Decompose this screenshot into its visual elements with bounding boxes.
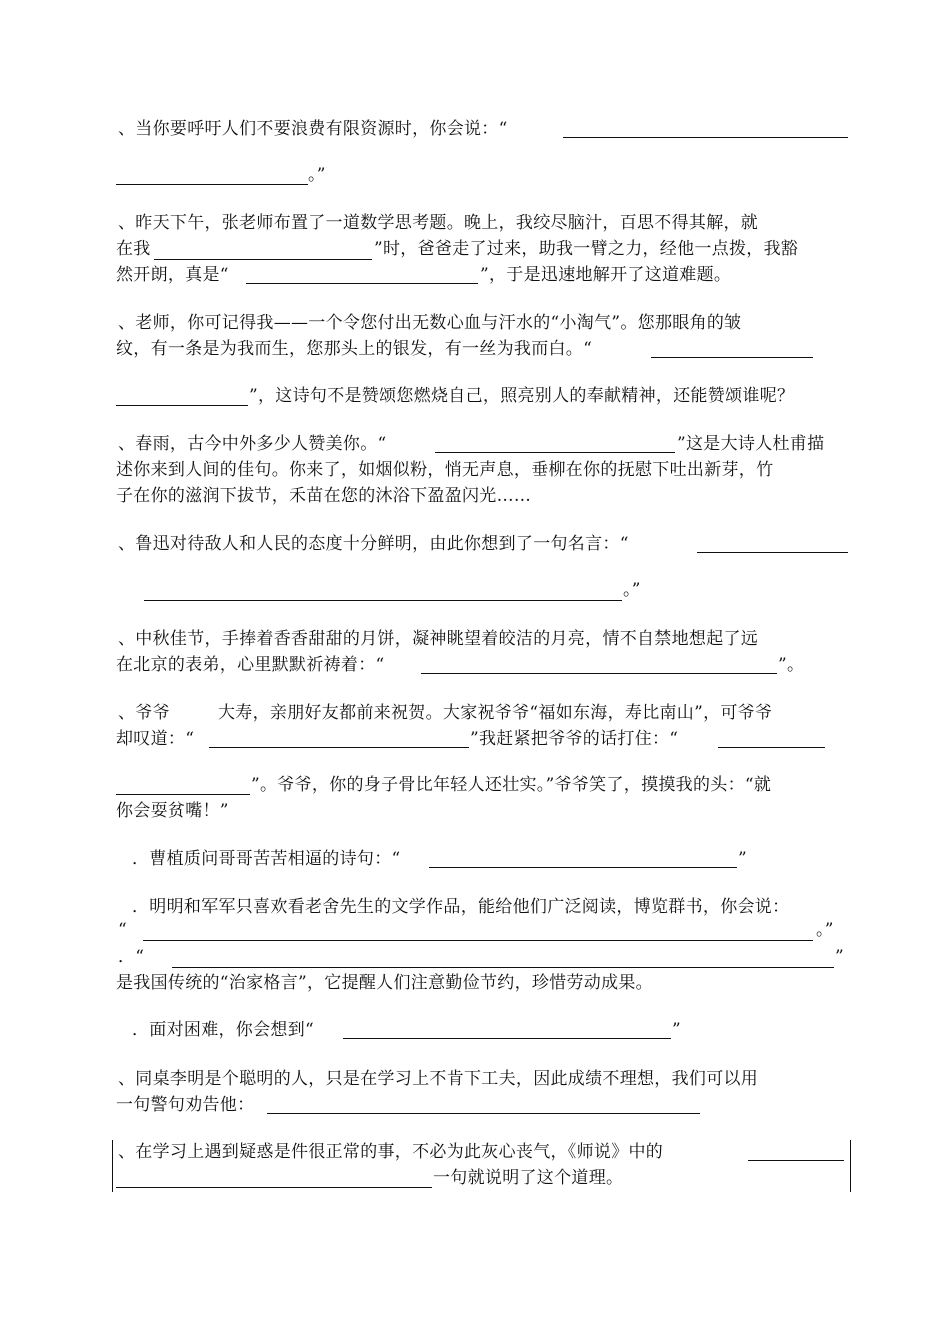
q9-line-2b: 。” [816,920,834,940]
q7-line-4: 你会耍贫嘴！” [116,801,229,821]
q10-line-2: 是我国传统的“治家格言”，它提醒人们注意勤俭节约，珍惜劳动成果。 [116,973,653,993]
q2-line-2b: ”时，爸爸走了过来，助我一臂之力，经他一点拨，我豁 [374,239,799,259]
q9-line-2a: “ [118,920,127,940]
q5-line-2: 。” [623,580,641,600]
margin-bar-left [112,1140,113,1192]
q10-line-1a: ．“ [118,947,145,967]
answer-blank[interactable] [421,673,777,674]
answer-blank[interactable] [116,794,250,795]
margin-bar-right [850,1140,851,1192]
answer-blank[interactable] [563,137,848,138]
q5-line-1: 、鲁迅对待敌人和人民的态度十分鲜明，由此你想到了一句名言：“ [118,534,629,554]
answer-blank[interactable] [209,747,469,748]
q2-line-1: 、昨天下午，张老师布置了一道数学思考题。晚上，我绞尽脑汁，百思不得其解，就 [118,213,759,233]
answer-blank[interactable] [718,747,825,748]
answer-blank[interactable] [143,940,813,941]
q11-line-1b: ” [672,1020,681,1040]
q2-line-3b: ”，于是迅速地解开了这道难题。 [480,265,732,285]
answer-blank[interactable] [144,600,622,601]
q13-line-2: 一句就说明了这个道理。 [433,1168,624,1188]
answer-blank[interactable] [748,1160,844,1161]
answer-blank[interactable] [116,184,308,185]
q12-line-2: 一句警句劝告他： [116,1095,255,1115]
answer-blank[interactable] [429,867,737,868]
answer-blank[interactable] [435,452,675,453]
q4-line-1a: 、春雨，古今中外多少人赞美你。“ [118,434,387,454]
q12-line-1: 、同桌李明是个聪明的人，只是在学习上不肯下工夫，因此成绩不理想，我们可以用 [118,1069,759,1089]
q6-line-1: 、中秋佳节，手捧着香香甜甜的月饼，凝神眺望着皎洁的月亮，情不自禁地想起了远 [118,629,759,649]
q1-line-1: 、当你要呼吁人们不要浪费有限资源时，你会说：“ [118,119,508,139]
q2-line-2a: 在我 [116,239,151,259]
answer-blank[interactable] [697,552,848,553]
q1-line-2: 。” [308,165,326,185]
q3-line-1: 、老师，你可记得我——一个令您付出无数心血与汗水的“小淘气”。您那眼角的皱 [118,313,742,333]
q9-line-1: ．明明和军军只喜欢看老舍先生的文学作品，能给他们广泛阅读，博览群书，你会说： [132,897,790,917]
q2-line-3a: 然开朗，真是“ [116,265,229,285]
answer-blank[interactable] [343,1038,671,1039]
q6-line-2a: 在北京的表弟，心里默默祈祷着：“ [116,655,385,675]
q8-line-1b: ” [738,849,747,869]
q3-line-2: 纹，有一条是为我而生，您那头上的银发，有一丝为我而白。“ [116,339,593,359]
q7-line-2a: 却叹道：“ [116,729,195,749]
q4-line-3: 子在你的滋润下拔节，禾苗在您的沐浴下盈盈闪光…… [116,486,532,506]
q4-line-2: 述你来到人间的佳句。你来了，如烟似粉，悄无声息，垂柳在你的抚慰下吐出新芽，竹 [116,460,774,480]
q4-line-1b: ”这是大诗人杜甫描 [677,434,825,454]
q10-line-1b: ” [835,947,844,967]
q3-line-3: ”，这诗句不是赞颂您燃烧自己，照亮别人的奉献精神，还能赞颂谁呢？ [249,386,795,406]
answer-blank[interactable] [651,357,813,358]
q7-line-2b: ”我赶紧把爷爷的话打住：“ [470,729,679,749]
q8-line-1: ．曹植质问哥哥苦苦相逼的诗句：“ [132,849,401,869]
answer-blank[interactable] [116,1187,432,1188]
answer-blank[interactable] [172,967,834,968]
answer-blank[interactable] [154,259,372,260]
q6-line-2b: ”。 [778,655,805,675]
answer-blank[interactable] [246,283,478,284]
q13-line-1: 、在学习上遇到疑惑是件很正常的事，不必为此灰心丧气，《师说》中的 [118,1142,664,1162]
q7-line-1b: 大寿，亲朋好友都前来祝贺。大家祝爷爷“福如东海，寿比南山”，可爷爷 [218,703,773,723]
answer-blank[interactable] [116,405,248,406]
q11-line-1: ．面对困难，你会想到“ [132,1020,314,1040]
q7-line-1a: 、爷爷 [118,703,170,723]
answer-blank[interactable] [267,1113,700,1114]
q7-line-3: ”。爷爷，你的身子骨比年轻人还壮实。”爷爷笑了，摸摸我的头：“就 [251,775,772,795]
